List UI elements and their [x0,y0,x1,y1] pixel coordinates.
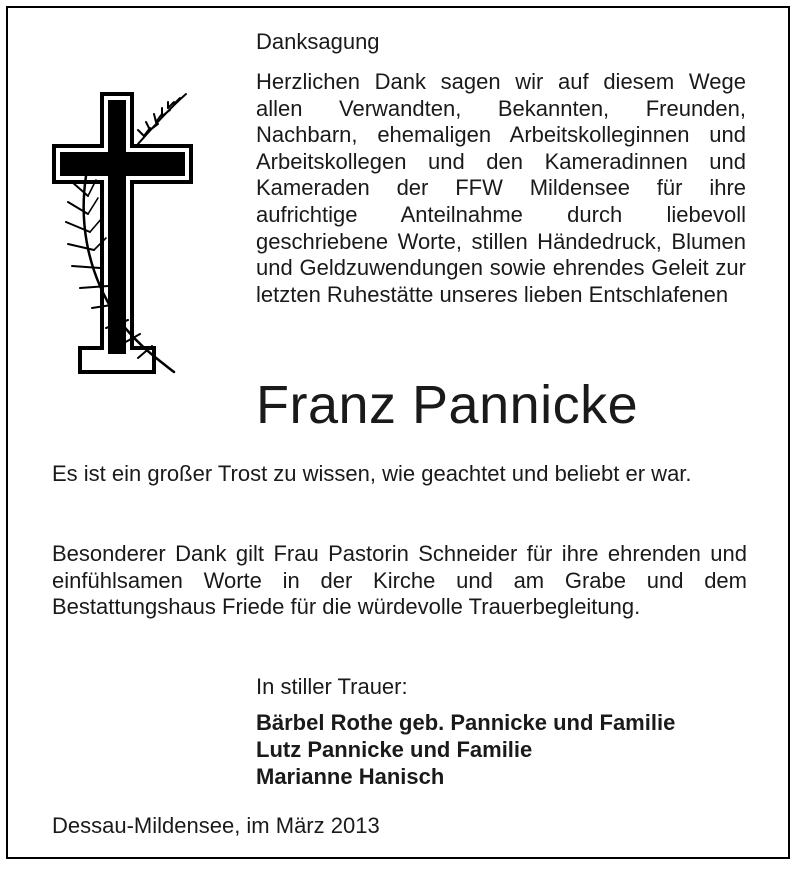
cross-icon [46,86,226,386]
special-thanks-paragraph: Besonderer Dank gilt Frau Pastorin Schneider für ihre ehrenden und einfühlsamen Worte in der Kirche und am Grabe und dem Bestattungshaus Friede für die würdevolle Trauerbegleitung. [52,541,747,620]
deceased-name: Franz Pannicke [256,375,639,435]
signer-name: Lutz Pannicke und Familie [256,737,533,762]
mourning-label: In stiller Trauer: [256,674,408,699]
place-date: Dessau-Mildensee, im März 2013 [52,813,380,838]
comfort-paragraph: Es ist ein großer Trost zu wissen, wie geachtet und beliebt er war. [52,461,692,486]
signer-name: Marianne Hanisch [256,764,445,789]
signer-list [256,709,756,790]
signer-name: Bärbel Rothe geb. Pannicke und Familie [256,710,676,735]
thanks-intro-text: Herzlichen Dank sagen wir auf diesem Wege allen Verwandten, Bekannten, Freunden, Nachbarn, ehemaligen Arbeitskolleginnen und Arbeitskollegen und den Kameradinnen und Kameraden der FFW Mildensee für ihre aufrichtige Anteilnahme durch liebevoll geschriebene Worte, stillen Händedruck, Blumen und Geldzuwendungen sowie ehrendes Geleit zur letzten Ruhestätte unseres lieben Entschlafenen [256,69,746,307]
notice-heading: Danksagung [256,29,380,54]
